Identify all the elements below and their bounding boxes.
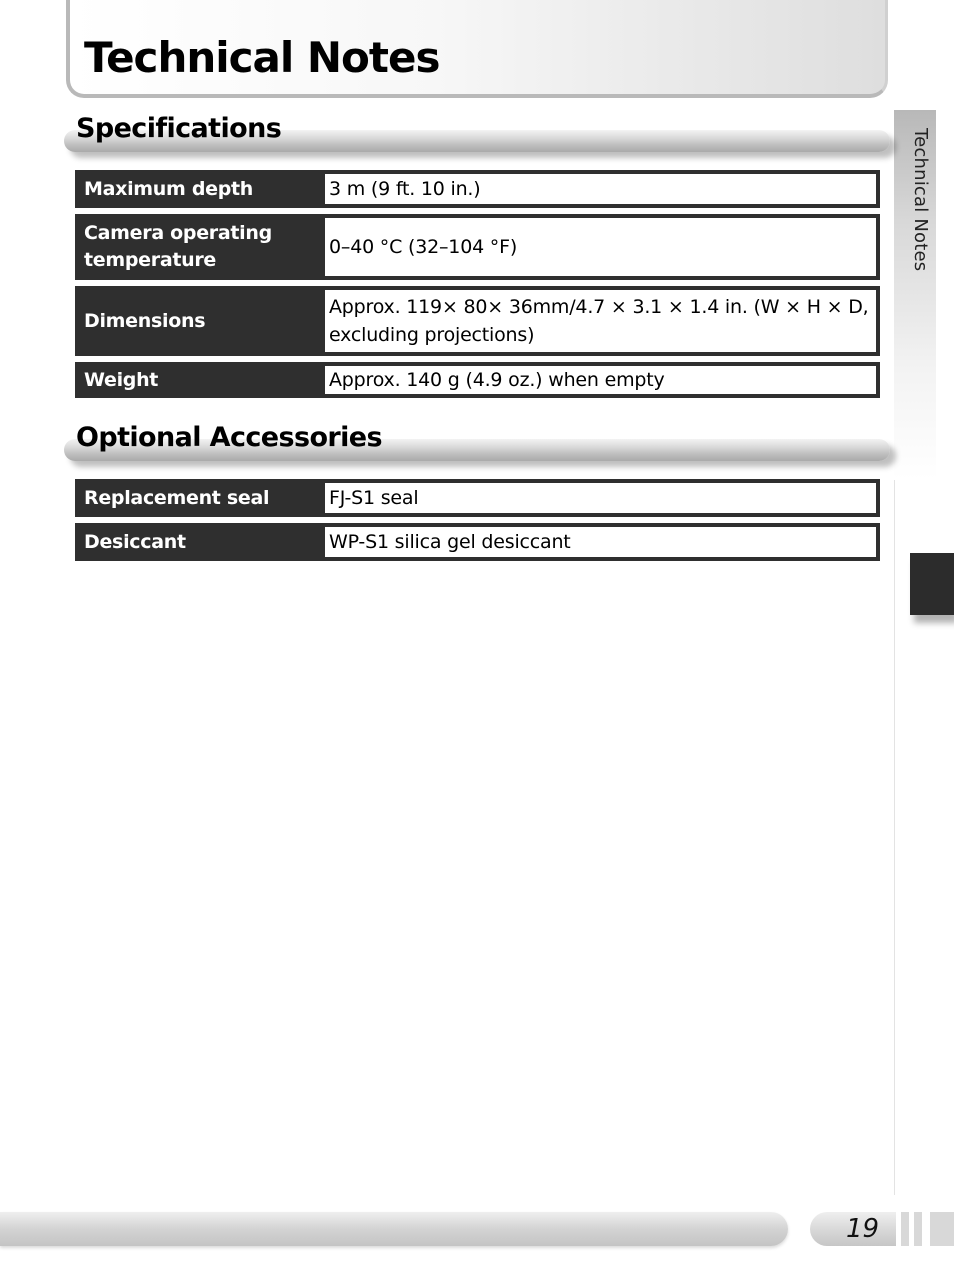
- spec-label: Camera operating temperature: [84, 222, 272, 271]
- table-row: [75, 362, 880, 398]
- table-row: [75, 523, 880, 561]
- footer-stripe: [930, 1212, 954, 1246]
- spec-label: Desiccant: [84, 530, 186, 553]
- footer-stripe: [901, 1212, 909, 1246]
- spec-value: Approx. 140 g (4.9 oz.) when empty: [325, 366, 876, 394]
- accessories-table: [75, 479, 880, 567]
- side-chapter-label: Technical Notes: [910, 128, 931, 272]
- table-row: [75, 479, 880, 517]
- spec-label: Dimensions: [84, 309, 206, 332]
- table-row: [75, 170, 880, 208]
- page-title: Technical Notes: [84, 33, 440, 82]
- spec-value: 0–40 °C (32–104 °F): [325, 218, 876, 276]
- side-divider: [894, 480, 895, 1195]
- table-row: [75, 214, 880, 280]
- page-number: 19: [846, 1214, 880, 1244]
- section-title-specifications: Specifications: [76, 113, 282, 144]
- spec-value: 3 m (9 ft. 10 in.): [325, 174, 876, 204]
- section-title-accessories: Optional Accessories: [76, 422, 382, 453]
- specifications-header: [64, 112, 894, 162]
- spec-value: FJ-S1 seal: [325, 483, 876, 513]
- spec-value: Approx. 119× 80× 36mm/4.7 × 3.1 × 1.4 in. (W × H × D, excluding projections): [325, 290, 876, 352]
- spec-label: Maximum depth: [84, 177, 254, 200]
- spec-value: WP-S1 silica gel desiccant: [325, 527, 876, 557]
- accessories-header: [64, 421, 894, 471]
- footer-bar: [0, 1212, 788, 1246]
- specifications-table: [75, 170, 880, 404]
- spec-label: Weight: [84, 368, 159, 391]
- spec-label: Replacement seal: [84, 486, 270, 509]
- table-row: [75, 286, 880, 356]
- footer-stripe: [914, 1212, 922, 1246]
- thumb-index-tab: [910, 553, 954, 615]
